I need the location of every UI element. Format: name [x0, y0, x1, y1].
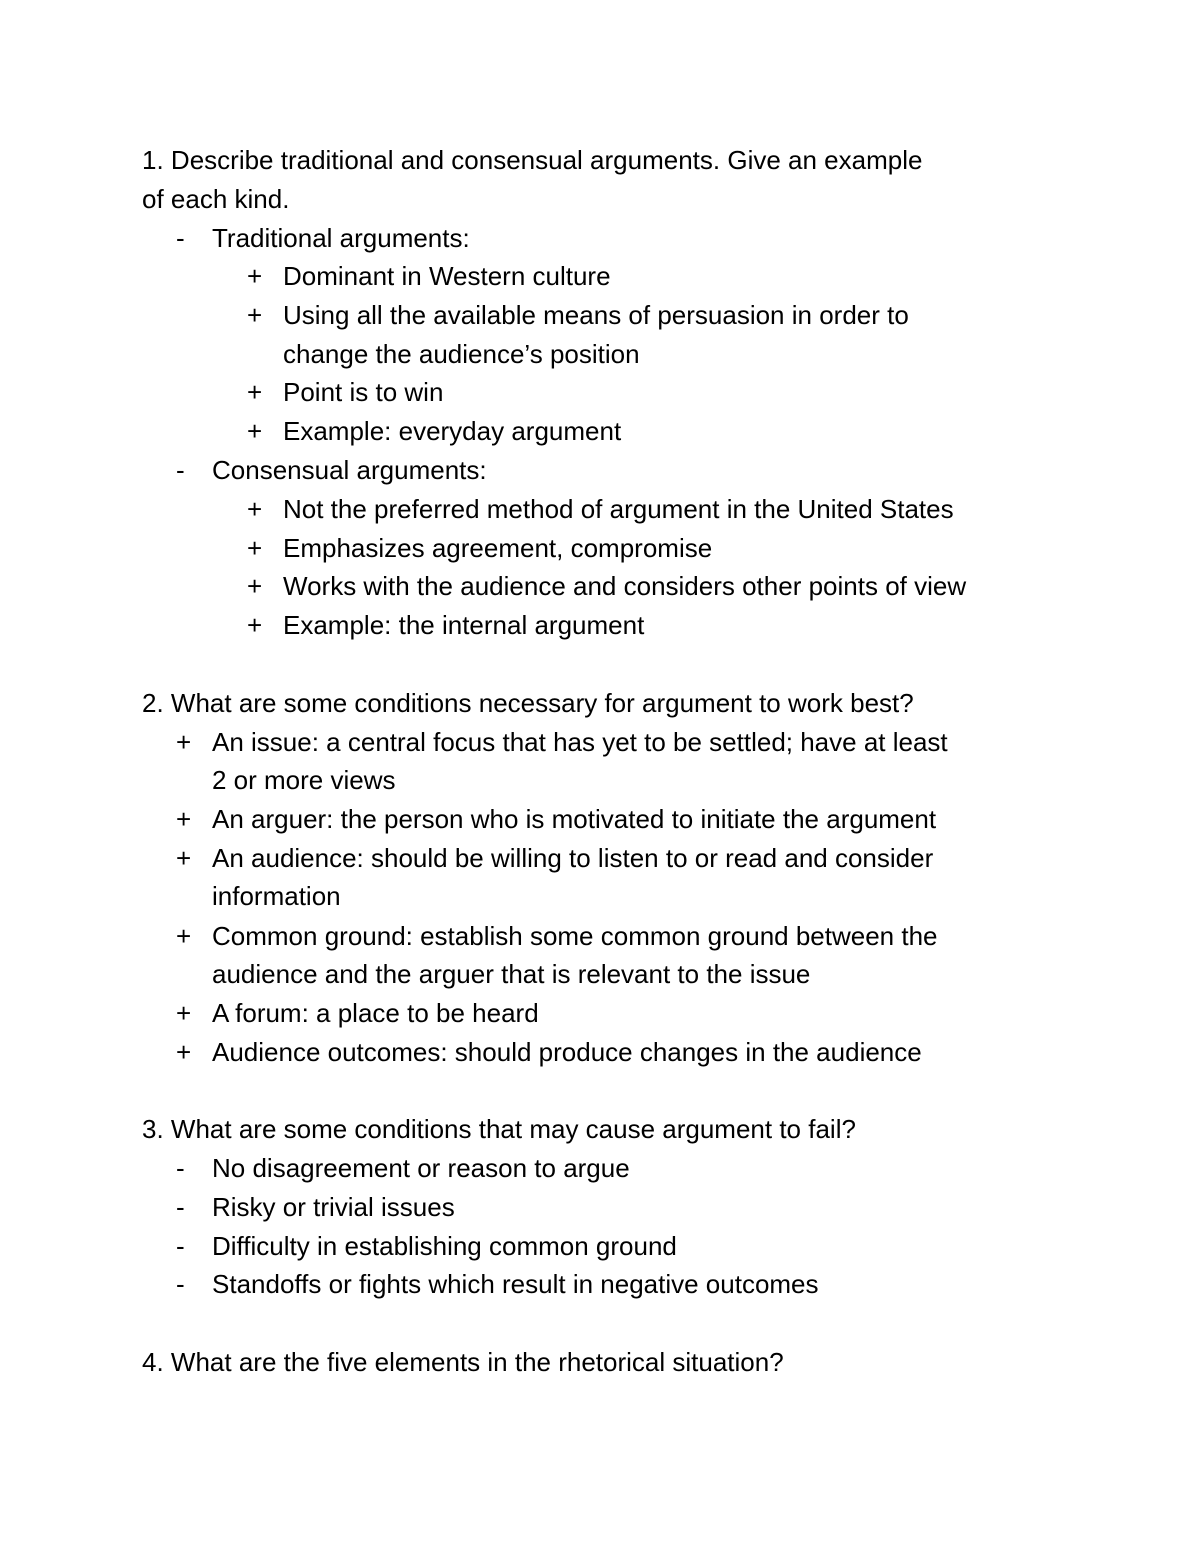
list-item-continuation: information: [212, 881, 341, 911]
list-item-continuation: 2 or more views: [212, 765, 396, 795]
list-item: Emphasizes agreement, compromise: [283, 533, 713, 563]
plus-bullet: +: [247, 494, 263, 524]
list-item: An arguer: the person who is motivated to initiate the argument: [212, 804, 937, 834]
question-text: What are some conditions necessary for argument to work best?: [170, 688, 914, 718]
plus-bullet: +: [176, 804, 192, 834]
question-text: What are the five elements in the rhetorical situation?: [170, 1347, 784, 1377]
dash-bullet: -: [176, 223, 185, 253]
plus-bullet: +: [247, 261, 263, 291]
dash-bullet: -: [176, 1192, 185, 1222]
plus-bullet: +: [176, 843, 192, 873]
question-1-line-2: of each kind.: [142, 184, 290, 214]
list-item: Point is to win: [283, 377, 444, 407]
group-label: Traditional arguments:: [212, 223, 470, 253]
question-number: 1.: [142, 145, 164, 175]
list-item: Using all the available means of persuasion in order to: [283, 300, 909, 330]
list-item: An issue: a central focus that has yet to be settled; have at least: [212, 727, 948, 757]
dash-bullet: -: [176, 1153, 185, 1183]
list-item-continuation: audience and the arguer that is relevant to the issue: [212, 959, 811, 989]
list-item: Dominant in Western culture: [283, 261, 611, 291]
question-number: 2.: [142, 688, 164, 718]
question-text: What are some conditions that may cause argument to fail?: [170, 1114, 856, 1144]
list-item: No disagreement or reason to argue: [212, 1153, 630, 1183]
list-item: A forum: a place to be heard: [212, 998, 539, 1028]
plus-bullet: +: [176, 921, 192, 951]
question-2-line-1: [142, 688, 914, 718]
list-item-continuation: change the audience’s position: [283, 339, 640, 369]
list-item: Difficulty in establishing common ground: [212, 1231, 677, 1261]
question-3-line-1: [142, 1114, 856, 1144]
group-label: Consensual arguments:: [212, 455, 487, 485]
question-1-line-1: [142, 145, 922, 175]
dash-bullet: -: [176, 1231, 185, 1261]
list-item: Example: everyday argument: [283, 416, 622, 446]
list-item: Example: the internal argument: [283, 610, 645, 640]
question-number: 3.: [142, 1114, 164, 1144]
list-item: Works with the audience and considers other points of view: [283, 571, 967, 601]
list-item: Risky or trivial issues: [212, 1192, 455, 1222]
plus-bullet: +: [247, 610, 263, 640]
plus-bullet: +: [247, 377, 263, 407]
plus-bullet: +: [247, 416, 263, 446]
dash-bullet: -: [176, 1269, 185, 1299]
plus-bullet: +: [176, 1037, 192, 1067]
plus-bullet: +: [176, 998, 192, 1028]
question-number: 4.: [142, 1347, 164, 1377]
plus-bullet: +: [247, 571, 263, 601]
list-item: Common ground: establish some common ground between the: [212, 921, 938, 951]
question-4-line-1: [142, 1347, 784, 1377]
plus-bullet: +: [247, 533, 263, 563]
list-item: Audience outcomes: should produce changes in the audience: [212, 1037, 922, 1067]
plus-bullet: +: [176, 727, 192, 757]
dash-bullet: -: [176, 455, 185, 485]
list-item: An audience: should be willing to listen to or read and consider: [212, 843, 934, 873]
list-item: Standoffs or fights which result in negative outcomes: [212, 1269, 819, 1299]
list-item: Not the preferred method of argument in the United States: [283, 494, 954, 524]
plus-bullet: +: [247, 300, 263, 330]
question-text: Describe traditional and consensual arguments. Give an example: [170, 145, 923, 175]
